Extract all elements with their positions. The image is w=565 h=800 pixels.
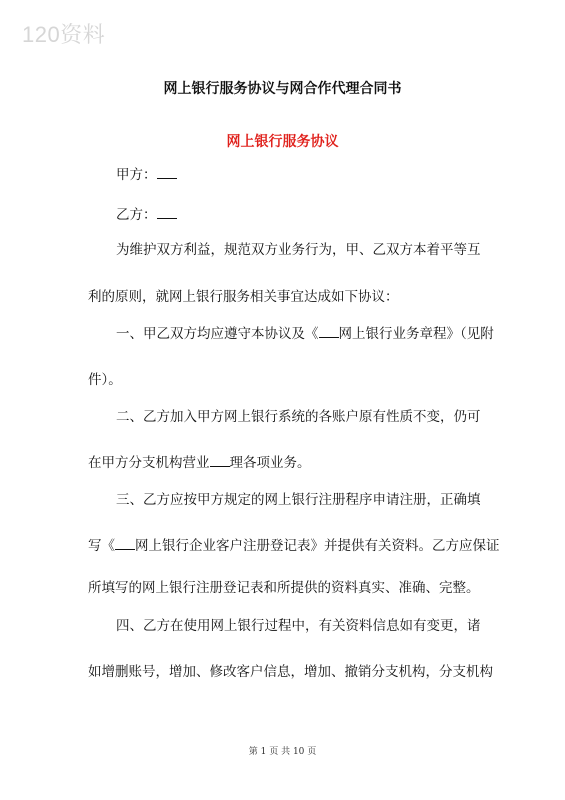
page-footer [0,744,565,757]
clause-3-text-b: 网上银行企业客户注册登记表》并提供有关资料。乙方应保证 [135,538,500,554]
party-a-blank [157,166,177,179]
total-pages: 10 [292,747,305,757]
clause-1-blank [319,325,339,338]
clause-2-text-a: 在甲方分支机构营业 [88,455,210,471]
paragraph-line: 二、乙方加入甲方网上银行系统的各账户原有性质不变，仍可 [116,409,481,425]
party-b-line [116,203,177,223]
paragraph-line: 件）。 [88,372,122,388]
paragraph-line: 如增删账号，增加、修改客户信息，增加、撤销分支机构，分支机构 [88,664,493,680]
paragraph-line [88,534,500,554]
clause-1-text-b: 网上银行业务章程》（见附 [338,326,494,342]
clause-2-blank [210,454,230,467]
clause-3-text-a: 写《 [88,538,115,554]
watermark: 120资料 [22,22,106,47]
party-a-line [116,163,177,183]
party-b-blank [157,206,177,219]
footer-suffix: 页 [307,747,317,757]
paragraph-line: 三、乙方应按甲方规定的网上银行注册程序申请注册，正确填 [116,492,481,508]
section-title: 网上银行服务协议 [226,134,339,150]
party-b-label: 乙方： [116,207,157,223]
footer-prefix: 第 [248,747,258,757]
paragraph-line: 利的原则，就网上银行服务相关事宜达成如下协议： [88,289,399,305]
party-a-label: 甲方： [116,167,157,183]
paragraph-line: 为维护双方利益，规范双方业务行为，甲、乙双方本着平等互 [116,242,481,258]
paragraph-line: 四、乙方在使用网上银行过程中，有关资料信息如有变更，诸 [116,618,481,634]
paragraph-line [116,322,494,342]
document-title: 网上银行服务协议与网合作代理合同书 [163,81,402,97]
page-number: 1 [260,747,267,757]
paragraph-line: 所填写的网上银行注册登记表和所提供的资料真实、准确、完整。 [88,580,480,596]
paragraph-line [88,451,311,471]
clause-1-text-a: 一、甲乙双方均应遵守本协议及《 [116,326,319,342]
clause-3-blank [115,537,135,550]
clause-2-text-b: 理各项业务。 [229,455,311,471]
footer-middle: 页 共 [269,747,291,757]
